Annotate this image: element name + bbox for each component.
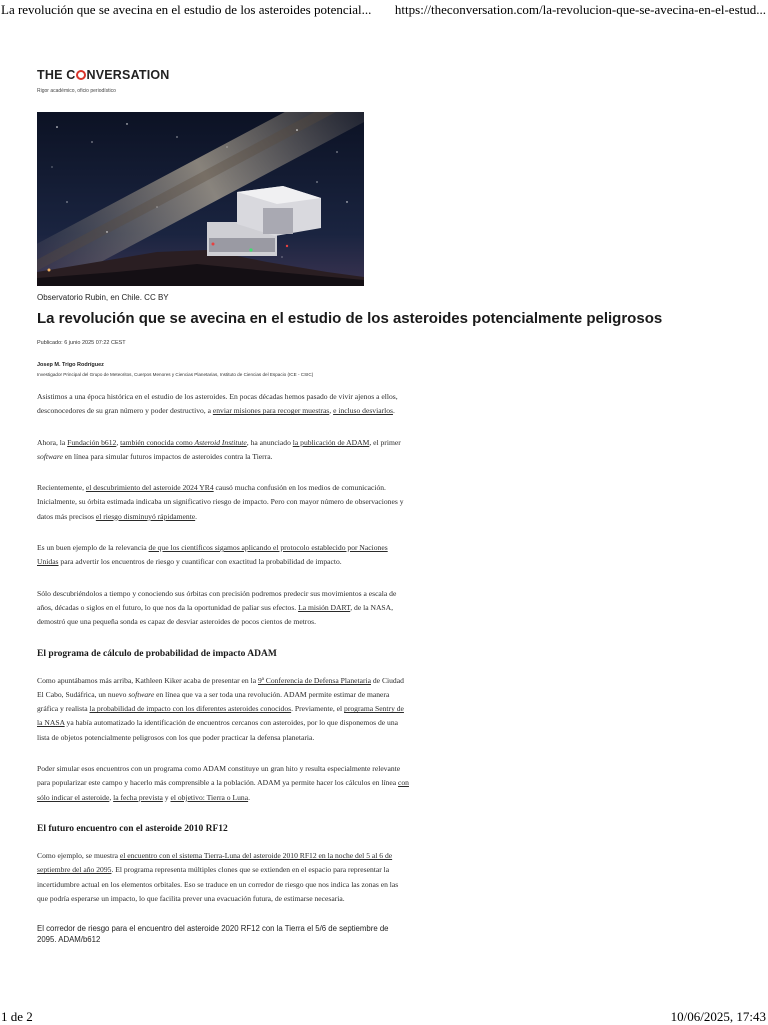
paragraph-2: Ahora, la Fundación b612, también conocida como Asteroid Institute, ha anunciado la publicación de ADAM, el primer software en línea para simular futuros impactos de asteroides contra la Tierra.	[37, 437, 401, 461]
print-page-title: La revolución que se avecina en el estudio de los asteroides potencial...	[1, 2, 372, 17]
observatory-night-sky-image	[37, 112, 364, 286]
published-date: Publicado: 6 junio 2025 07:22 CEST	[37, 340, 126, 346]
link-2010-rf12-encounter[interactable]: el encuentro con el sistema Tierra-Luna del asteroide 2010 RF12 en la noche del 5 al 6 de septiembre del año 2095	[37, 850, 393, 875]
section-heading-2010-rf12: El futuro encuentro con el asteroide 2010 RF12	[37, 823, 228, 834]
link-risk-decreased[interactable]: el riesgo disminuyó rápidamente	[95, 511, 196, 521]
print-page-url: https://theconversation.com/la-revolucion-que-se-avecina-en-el-estud...	[394, 2, 766, 17]
paragraph-3: Recientemente, el descubrimiento del asteroide 2024 YR4 causó mucha confusión en los medios de comunicación. Inicialmente, su órbita estimada indicaba un significativo riesgo de impacto. Pero con mayor número de observaciones y datos más precisos el riesgo disminuyó rápidamente.	[37, 483, 404, 521]
hero-image	[37, 112, 364, 286]
link-dart-mission[interactable]: La misión DART	[298, 602, 351, 612]
section-heading-adam: El programa de cálculo de probabilidad de impacto ADAM	[37, 648, 277, 659]
paragraph-1: Asistimos a una época histórica en el estudio de los asteroides. En pocas décadas hemos pasado de vivir ajenos a ellos, desconocedores de su gran número y poder destructivo, a enviar misiones para recoger muestras, e incluso desviarlos.	[37, 392, 398, 416]
hero-image-caption: Observatorio Rubin, en Chile. CC BY	[37, 293, 169, 302]
link-asteroid-institute[interactable]: también conocida como Asteroid Institute	[120, 437, 247, 447]
logo-text-prefix: THE C	[37, 68, 76, 82]
link-fundacion-b612[interactable]: Fundación b612	[67, 437, 117, 447]
link-deflect-asteroids[interactable]: e incluso desviarlos	[333, 406, 393, 416]
article-body	[37, 390, 409, 945]
link-2024-yr4-discovery[interactable]: el descubrimiento del asteroide 2024 YR4	[85, 483, 214, 493]
paragraph-8: Como ejemplo, se muestra el encuentro con el sistema Tierra-Luna del asteroide 2010 RF12 en la noche del 5 al 6 de septiembre del año 2095. El programa representa múltiples clones que se extienden en el espacio para representar la incertidumbre actual en los elementos orbitales. Eso se traduce en un corredor de riesgo que nos indica las zonas en las que podría esperarse un impacto, lo que facilita prever una evacuación futura, de estimarse necesaria.	[37, 850, 399, 903]
link-impact-probability[interactable]: la probabilidad de impacto con los diferentes asteroides conocidos	[89, 704, 292, 714]
logo-o-ring-icon	[76, 70, 86, 80]
author-role: Investigador Principal del Grupo de Meteoritos, Cuerpos Menores y Ciencias Planetarias, Instituto de Ciencias del Espacio (ICE - CSIC)	[37, 372, 314, 377]
article-headline: La revolución que se avecina en el estudio de los asteroides potencialmente peligrosos	[37, 310, 663, 327]
link-expected-date[interactable]: la fecha prevista	[113, 792, 163, 802]
logo-text-suffix: NVERSATION	[86, 68, 170, 82]
link-adam-publication[interactable]: la publicación de ADAM	[292, 437, 370, 447]
link-target-earth-moon[interactable]: el objetivo: Tierra o Luna	[170, 792, 249, 802]
link-planetary-defense-conference[interactable]: 9ª Conferencia de Defensa Planetaria	[257, 675, 371, 685]
paragraph-4: Es un buen ejemplo de la relevancia de que los científicos sigamos aplicando el protocolo establecido por Naciones Unidas para advertir los encuentros de riesgo y cuantificar con exactitud la probabilidad de impacto.	[37, 543, 388, 567]
paragraph-7: Poder simular esos encuentros con un programa como ADAM constituye un gran hito y resulta especialmente relevante para popularizar este campo y hacerlo más comprensible a la población. ADAM ya permite hacer los cálculos en línea con sólo indicar el asteroide, la fecha prevista y el objetivo: Tierra o Luna.	[37, 764, 409, 802]
the-conversation-logo[interactable]	[37, 68, 170, 82]
link-missions-samples[interactable]: enviar misiones para recoger muestras	[212, 406, 330, 416]
print-header	[0, 2, 768, 18]
paragraph-5: Sólo descubriéndolos a tiempo y conociendo sus órbitas con precisión podremos predecir sus movimientos a escala de años, décadas o siglos en el futuro, lo que nos da la oportunidad de paliar sus efectos. La misión DART, de la NASA, demostró que una pequeña sonda es capaz de desviar asteroides de pocos cientos de metros.	[37, 588, 397, 627]
link-nasa-sentry[interactable]: programa Sentry de la NASA	[37, 704, 404, 728]
print-footer	[0, 1009, 768, 1025]
print-page-number: 1 de 2	[1, 1009, 33, 1024]
figure-caption: El corredor de riesgo para el encuentro del asteroide 2020 RF12 con la Tierra el 5/6 de septiembre de 2095. ADAM/b612	[37, 924, 389, 945]
logo-tagline: Rigor académico, oficio periodístico	[37, 88, 116, 94]
author-name[interactable]: Josep M. Trigo Rodríguez	[37, 362, 104, 368]
paragraph-6: Como apuntábamos más arriba, Kathleen Kiker acaba de presentar en la 9ª Conferencia de Defensa Planetaria de Ciudad El Cabo, Sudáfrica, un nuevo software en línea que va a ser toda una revolución. ADAM permite estimar de manera gráfica y realista la probabilidad de impacto con los diferentes asteroides conocidos. Previamente, el programa Sentry de la NASA ya había automatizado la identificación de encuentros cercanos con asteroides, por lo que disponemos de una lista de objetos potencialmente peligrosos con los que poder practicar la defensa planetaria.	[37, 675, 404, 742]
link-un-protocol[interactable]: de que los científicos sigamos aplicando el protocolo establecido por Naciones Unidas	[37, 543, 388, 567]
link-indicate-asteroid[interactable]: con sólo indicar el asteroide	[37, 778, 409, 802]
print-datetime: 10/06/2025, 17:43	[670, 1009, 766, 1024]
